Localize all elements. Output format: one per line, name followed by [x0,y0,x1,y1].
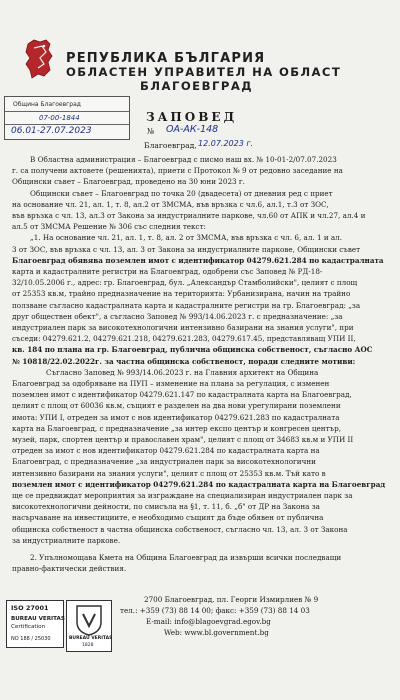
body-line: В Областна администрация – Благоевград с писмо наш вх. № 10-01-2/07.07.2023 [30,155,337,164]
header-line2: ОБЛАСТЕН УПРАВИТЕЛ НА ОБЛАСТ [66,65,342,79]
body-line: карта на Благоевград, с предназначение „за интер експо център и конгресен център, [12,423,341,433]
body-line: № 10818/22.02.2022г. за частна общинска собственост, поради следните мотиви: [12,356,356,366]
registry-stamp-divider [5,111,129,112]
registry-stamp [4,96,130,140]
cert-no: NO 188 / 25030 [11,636,51,642]
bv-sub: Certification [11,624,46,630]
body-line: отреден за имот с нов идентификатор 04279.621.284 по кадастралната карта на [12,446,320,456]
body-line: Благоевград обявява поземлен имот с идентификатор 04279.621.284 по кадастралната [12,255,384,265]
body-line: Благоевград за одобряване на ПУП – изменение на плана за регулация, с изменен [12,379,330,388]
registry-stamp-date: 06.01-27.07.2023 [11,126,92,136]
footer-phones: тел.: +359 (73) 88 14 00; факс: +359 (73) 88 14 03 [120,606,310,615]
iso-label: ISO 27001 [11,604,49,612]
body-line: на основание чл. 21, ал. 1, т. 8, ал.2 от ЗМСМА, във връзка с чл.6, ал.1, т.3 от ЗОС, [12,199,329,209]
order-place: Благоевград, [144,141,197,150]
body-line: насърчаване на инвестициите, е необходимо същият да бъде обявен от публична [12,513,324,523]
body-line: интензивно базирани на знания услуги", целият с площ от 25353 кв.м. Тъй като в [12,468,326,478]
body-line: карта и кадастралните регистри на Благоевград, одобрени със Заповед № РД-18- [12,267,323,276]
body-line: 2. Упълномощава Кмета на Община Благоевград да извърши всички последващи [30,553,342,562]
iso-cert-logo [6,600,64,648]
body-line: за индустриалните паркове. [12,535,121,545]
body-line: високотехнологични дейности, по смисъла на §1, т. 11, б. „б" от ДР на Закона за [12,502,320,512]
footer-address: 2700 Благоевград, пл. Георги Измирлиев № 9 [144,595,319,604]
body-line: общинска собственост в частна общинска собственост, съгласно чл. 13, ал. 3 от Закона [12,524,348,534]
header-line3: БЛАГОЕВГРАД [140,79,254,93]
body-line: във връзка с чл. 13, ал.3 от Закона за индустриалните паркове, чл.60 от АПК и чл.27, ал.4 и [12,211,366,220]
bv-label: BUREAU VERITAS [11,616,65,622]
bureau-veritas-shield-icon [75,604,103,636]
body-line: друг обществен обект", а съгласно Заповед № 993/14.06.2023 г. с предназначение: „за [12,311,343,321]
registry-stamp-org: Община Благоевград [13,101,81,108]
body-line: индустриален парк за високотехнологични интензивно базирани на знания услуги", при [12,323,354,332]
body-line: поземлен имот с идентификатор 04279.621.147 по кадастралната карта на Благоевград, [12,390,352,400]
body-line: имота: УПИ I, отреден за имот с нов идентификатор 04279.621.283 по кадастралната [12,412,340,422]
body-line: Благоевград, с предназначение „за индустриален парк за високотехнологични [12,457,316,467]
body-line: Общински съвет – Благоевград по точка 20 (двадесета) от дневния ред с приет [30,188,333,198]
body-line: 32/10.05.2006 г., адрес: гр. Благоевград, бул. „Александър Стамболийски", целият с площ [12,278,358,288]
body-line: г. са получени актовете (решенията), приети с Протокол № 9 от редовно заседание на [12,166,343,176]
footer-email: E-mail: info@blagoevgrad.egov.bg [146,617,271,626]
body-line: Общински съвет – Благоевград, проведено на 30 юни 2023 г. [12,177,245,187]
order-number-prefix: № [147,127,155,136]
body-line: от 25353 кв.м, трайно предназначение на територията: Урбанизирана, начин на трайно [12,289,351,299]
bureau-veritas-logo [66,600,112,652]
body-line: правно-фактически действия. [12,564,127,574]
body-line: 3 от ЗОС, във връзка с чл. 13, ал. 3 от Закона за индустриалните паркове, Общински съвет [12,244,361,254]
footer-web: Web: www.bl.government.bg [164,628,269,637]
body-line: ползване съгласно кадастралната карта и кадастралните регистри на гр. Благоевград: „за [12,300,361,310]
body-line: Съгласно Заповед № 993/14.06.2023 г. на Главния архитект на Община [46,367,319,377]
order-title: ЗАПОВЕД [146,110,238,124]
registry-stamp-divider-2 [5,124,129,125]
body-line: музей, парк, спортен център и православен храм", целият с площ от 34683 кв.м и УПИ II [12,435,354,444]
body-line: ал.5 от ЗМСМА Решение № 306 със следния текст: [12,222,206,232]
header-line1: РЕПУБЛИКА БЪЛГАРИЯ [66,51,266,66]
coat-of-arms-icon [20,34,60,80]
body-line: ще се предвиждат мероприятия за изграждане на специализиран индустриален парк за [12,491,353,500]
body-line: „1. На основание чл. 21, ал. 1, т. 8, ал. 2 от ЗМСМА, във връзка с чл. 6, ал. 1 и ал. [30,233,343,243]
body-line: поземлен имот с идентификатор 04279.621.284 по кадастралната карта на Благоевград [12,479,386,489]
bv-logo-year: 1828 [82,643,94,648]
body-line: кв. 184 по плана на гр. Благоевград, публична общинска собственост, съгласно АОС [12,345,373,355]
body-line: съседи: 04279.621.2, 04279.621.218, 04279.621.283, 04279.617.45, представляващ УПИ II, [12,334,356,344]
bv-logo-text: BUREAU VERITAS [69,636,113,641]
order-date: 12.07.2023 г. [198,139,254,148]
body-line: целият с площ от 60036 кв.м, същият е разделен на два нови урегулирани поземлени [12,401,341,411]
registry-stamp-number: 07-00-1844 [39,114,80,122]
order-number: ОА-АК-148 [166,124,219,135]
